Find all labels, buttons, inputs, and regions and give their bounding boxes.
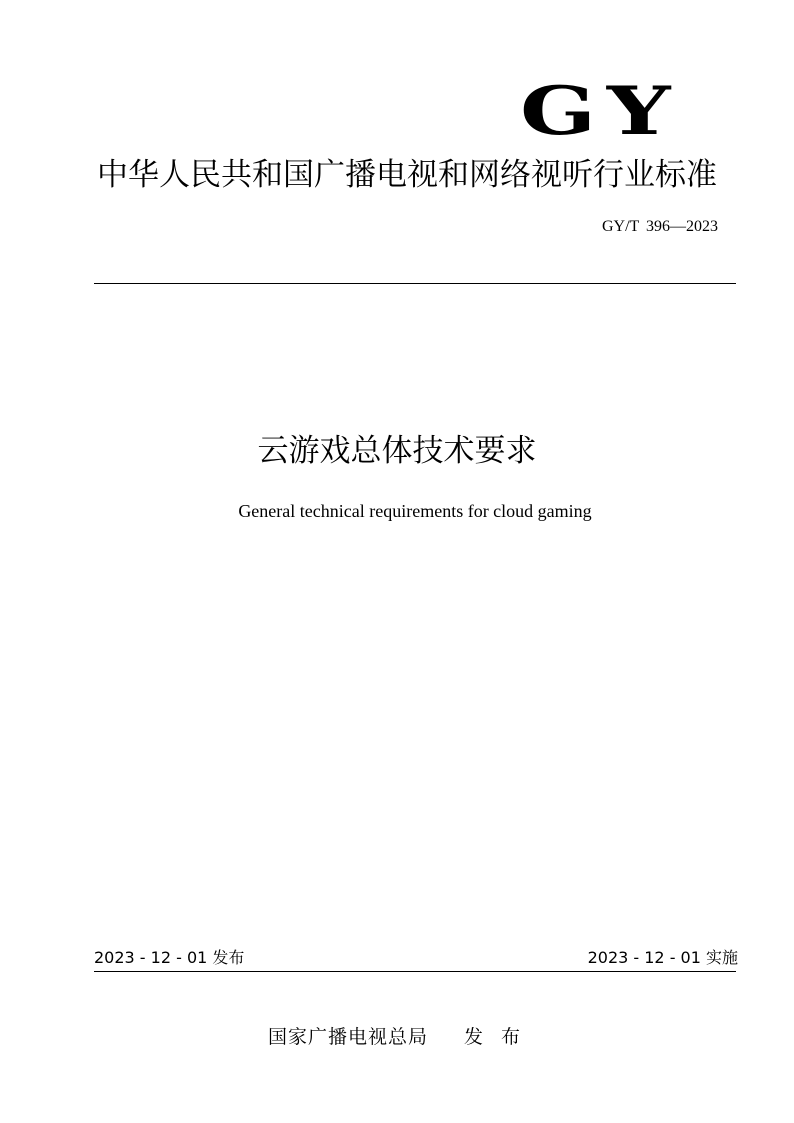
publisher-line	[0, 1022, 794, 1052]
implementation-date: 2023 - 12 - 01 实施	[587, 948, 738, 967]
standard-number: GY/T 396—2023	[601, 218, 718, 235]
issuing-authority: 国家广播电视总局	[267, 1026, 428, 1048]
bottom-divider	[94, 971, 736, 972]
document-title-english: General technical requirements for cloud gaming	[238, 501, 592, 521]
top-divider	[94, 283, 736, 284]
gy-logo: GY	[520, 72, 682, 150]
release-date: 2023 - 12 - 01 发布	[94, 948, 245, 967]
document-title-chinese: 云游戏总体技术要求	[257, 433, 537, 469]
publish-label: 发 布	[463, 1026, 527, 1048]
org-standard-title: 中华人民共和国广播电视和网络视听行业标准	[97, 157, 717, 193]
